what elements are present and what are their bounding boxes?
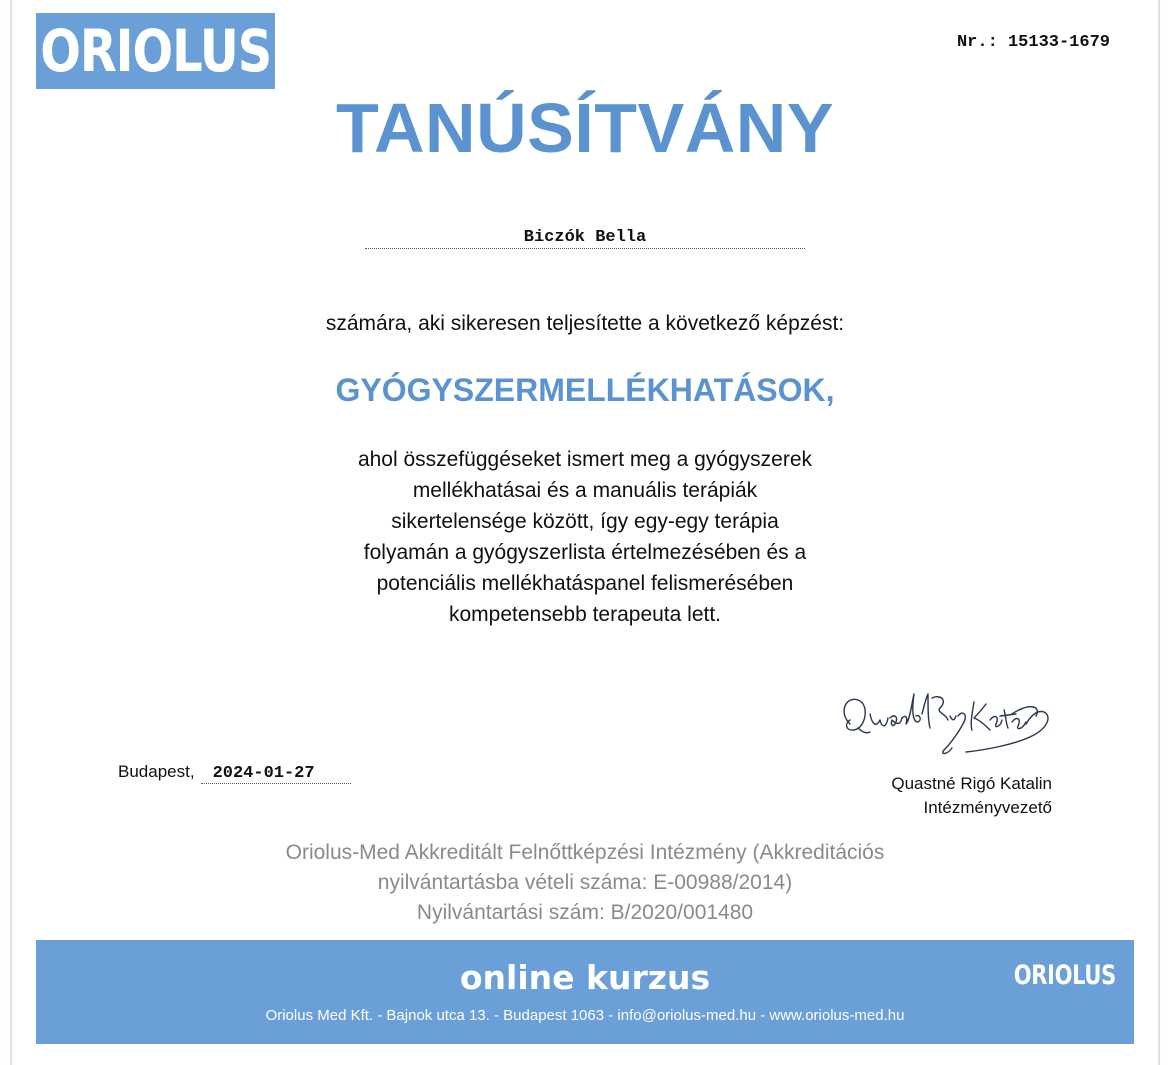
signer-name: Quastné Rigó Katalin xyxy=(891,774,1052,793)
description-line: kompetensebb terapeuta lett. xyxy=(448,603,721,626)
recipient-name: Biczók Bella xyxy=(523,228,647,247)
footer-logo: ORIOLUS xyxy=(1013,960,1116,991)
signer-block xyxy=(891,772,1052,820)
footer-heading: online kurzus xyxy=(459,958,711,997)
date: 2024-01-27 xyxy=(212,764,315,783)
institution-line: Oriolus-Med Akkreditált Felnőttképzési Intézmény (Akkreditációs xyxy=(285,841,885,864)
institution-line: Nyilvántartási szám: B/2020/001480 xyxy=(416,901,754,924)
description-line: sikertelensége között, így egy-egy terápia xyxy=(391,510,779,533)
place-date xyxy=(118,762,351,784)
institution-info xyxy=(0,838,1170,928)
date-line xyxy=(201,764,351,784)
description-line: potenciális mellékhatáspanel felismerésében xyxy=(376,572,794,595)
recipient-name-line xyxy=(365,228,805,249)
certificate-title: TANÚSÍTVÁNY xyxy=(335,89,835,167)
intro-text: számára, aki sikeresen teljesítette a következő képzést: xyxy=(325,312,845,335)
place: Budapest, xyxy=(118,762,195,781)
footer-contact: Oriolus Med Kft. - Bajnok utca 13. - Budapest 1063 - info@oriolus-med.hu - www.oriolus-med.hu xyxy=(265,1007,905,1024)
description-line: ahol összefüggéseket ismert meg a gyógyszerek xyxy=(357,448,813,471)
course-description xyxy=(290,444,880,630)
oriolus-logo xyxy=(36,13,275,89)
course-name: GYÓGYSZERMELLÉKHATÁSOK, xyxy=(335,372,835,408)
signer-role: Intézményvezető xyxy=(923,798,1052,817)
signature-image xyxy=(836,684,1056,770)
description-line: folyamán a gyógyszerlista értelmezésében és a xyxy=(363,541,807,564)
certificate-number: Nr.: 15133-1679 xyxy=(956,33,1110,52)
institution-line: nyilvántartásba vételi száma: E-00988/2014) xyxy=(377,871,793,894)
description-line: mellékhatásai és a manuális terápiák xyxy=(412,479,758,502)
logo-text: ORIOLUS xyxy=(40,17,271,85)
footer-banner xyxy=(36,940,1134,1044)
